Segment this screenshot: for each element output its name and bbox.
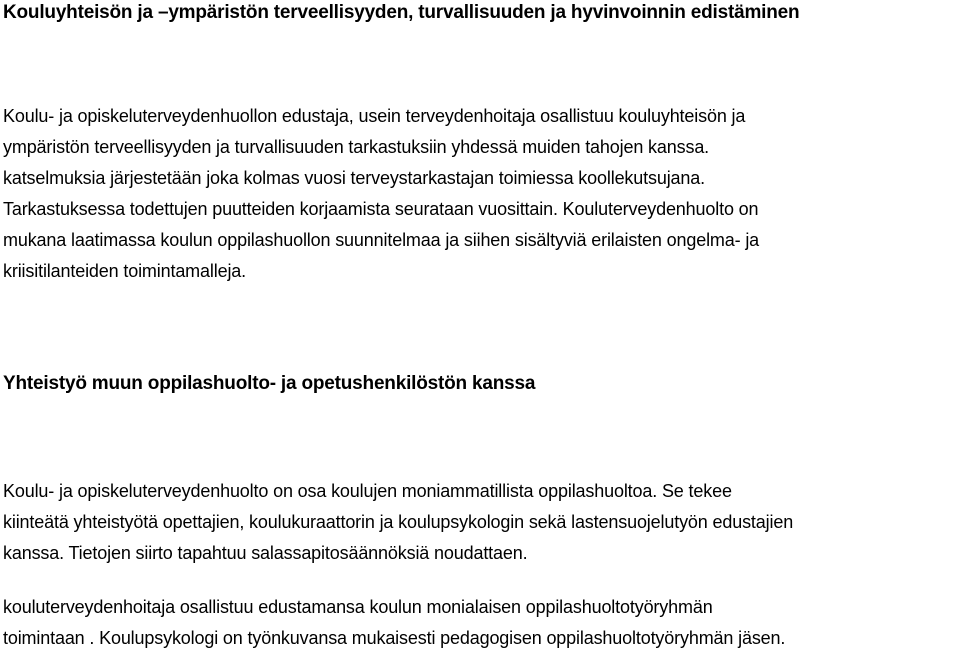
paragraph-line: Koulu- ja opiskeluterveydenhuollon edustaja, usein terveydenhoitaja osallistuu kouluyhteisön ja	[3, 106, 746, 126]
paragraph-line: kriisitilanteiden toimintamalleja.	[3, 261, 247, 281]
paragraph-line: Tarkastuksessa todettujen puutteiden korjaamista seurataan vuosittain. Kouluterveydenhuolto on	[3, 199, 759, 219]
section-heading-health-safety: Kouluyhteisön ja –ympäristön terveellisyyden, turvallisuuden ja hyvinvoinnin edistäminen	[3, 2, 800, 23]
paragraph-line: Koulu- ja opiskeluterveydenhuolto on osa koulujen moniammatillista oppilashuoltoa. Se tekee	[3, 481, 732, 501]
paragraph-line: kanssa. Tietojen siirto tapahtuu salassapitosäännöksiä noudattaen.	[3, 543, 528, 563]
paragraph-line: kiinteätä yhteistyötä opettajien, koulukuraattorin ja koulupsykologin sekä lastensuojelutyön edustajien	[3, 512, 794, 532]
paragraph-line: ympäristön terveellisyyden ja turvallisuuden tarkastuksiin yhdessä muiden tahojen kanssa.	[3, 137, 710, 157]
paragraph-line: mukana laatimassa koulun oppilashuollon suunnitelmaa ja siihen sisältyviä erilaisten ongelma- ja	[3, 230, 760, 250]
paragraph-cooperation	[3, 476, 958, 569]
section-heading-cooperation: Yhteistyö muun oppilashuolto- ja opetushenkilöstön kanssa	[3, 373, 536, 394]
paragraph-school-nurse	[3, 592, 958, 654]
paragraph-line: kouluterveydenhoitaja osallistuu edustamansa koulun monialaisen oppilashuoltotyöryhmän	[3, 597, 713, 617]
paragraph-health-safety	[3, 101, 958, 287]
paragraph-line: katselmuksia järjestetään joka kolmas vuosi terveystarkastajan toimiessa koollekutsujana.	[3, 168, 705, 188]
paragraph-line: toimintaan . Koulupsykologi on työnkuvansa mukaisesti pedagogisen oppilashuoltotyöryhmän jäsen.	[3, 628, 786, 648]
